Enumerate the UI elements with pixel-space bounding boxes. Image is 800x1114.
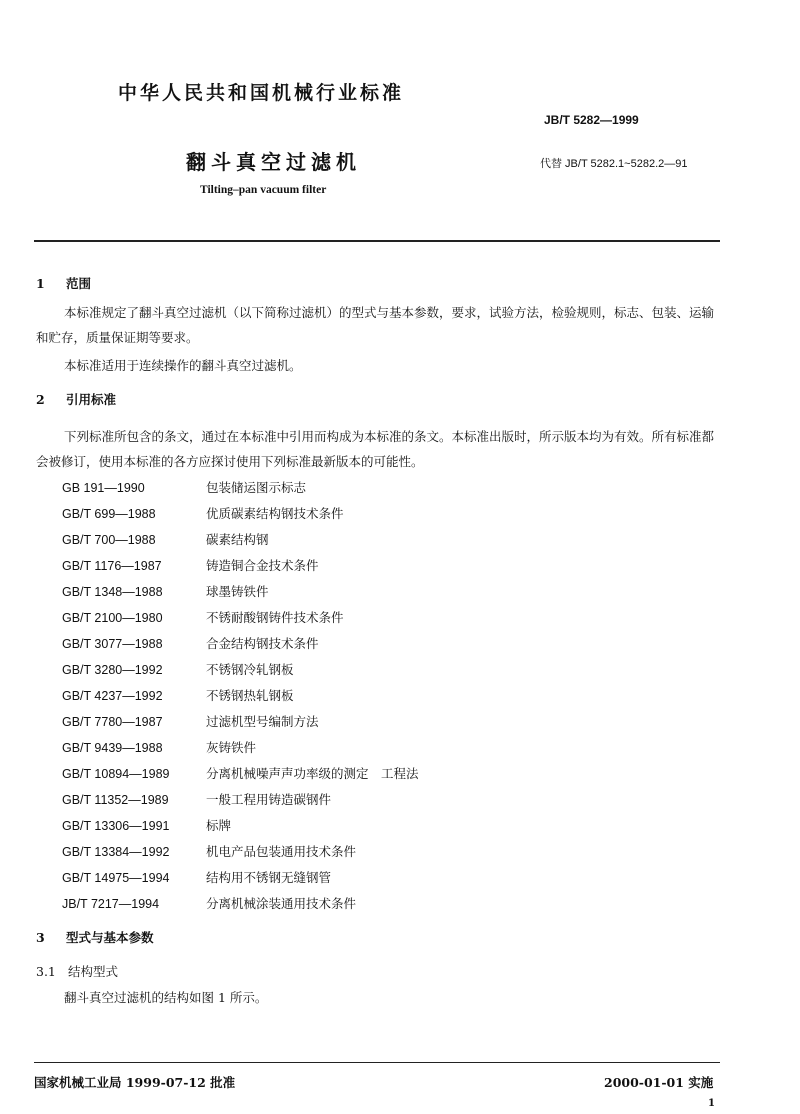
section-1-heading xyxy=(36,274,91,292)
reference-row xyxy=(62,478,306,496)
replaces-note: 代替 JB/T 5282.1~5282.2—91 xyxy=(540,158,688,170)
section-title: 型式与基本参数 xyxy=(66,930,154,945)
section-1-paragraph-1: 本标准规定了翻斗真空过滤机（以下简称过滤机）的型式与基本参数，要求，试验方法，检验规则，标志、包装、运输和贮存，质量保证期等要求。 xyxy=(36,305,715,345)
reference-code: GB/T 1348—1988 xyxy=(62,585,163,599)
reference-code: GB/T 4237—1992 xyxy=(62,689,163,703)
reference-row xyxy=(62,504,344,522)
reference-title: 不锈钢冷轧钢板 xyxy=(206,662,294,677)
approval-info: 国家机械工业局 1999-07-12 批准 xyxy=(34,1075,236,1090)
reference-title: 碳素结构钢 xyxy=(206,532,269,547)
reference-title: 铸造铜合金技术条件 xyxy=(206,558,319,573)
document-title-cn: 翻斗真空过滤机 xyxy=(186,150,361,174)
reference-title: 过滤机型号编制方法 xyxy=(206,714,319,729)
reference-code: GB/T 700—1988 xyxy=(62,533,156,547)
reference-code: GB/T 2100—1980 xyxy=(62,611,163,625)
reference-title: 合金结构钢技术条件 xyxy=(206,636,319,651)
reference-code: GB/T 14975—1994 xyxy=(62,871,170,885)
reference-code: GB/T 13384—1992 xyxy=(62,845,170,859)
footer-divider xyxy=(34,1062,720,1063)
reference-row xyxy=(62,608,344,626)
reference-code: GB/T 1176—1987 xyxy=(62,559,162,573)
section-number: 1 xyxy=(36,276,45,291)
reference-code: GB/T 7780—1987 xyxy=(62,715,163,729)
reference-row xyxy=(62,868,331,886)
reference-code: GB/T 10894—1989 xyxy=(62,767,170,781)
standard-code: JB/T 5282—1999 xyxy=(544,113,639,127)
reference-code: JB/T 7217—1994 xyxy=(62,897,160,911)
reference-title: 标牌 xyxy=(206,818,232,833)
reference-title: 球墨铸铁件 xyxy=(206,584,269,599)
reference-row xyxy=(62,634,319,652)
reference-row xyxy=(62,660,294,678)
reference-title: 机电产品包装通用技术条件 xyxy=(206,844,357,859)
reference-title: 一般工程用铸造碳钢件 xyxy=(206,792,332,807)
reference-title: 分离机械涂装通用技术条件 xyxy=(206,896,357,911)
reference-row xyxy=(62,582,269,600)
reference-title: 分离机械噪声声功率级的测定 工程法 xyxy=(206,766,419,781)
reference-code: GB 191—1990 xyxy=(62,481,145,495)
reference-code: GB/T 9439—1988 xyxy=(62,741,163,755)
subsection-3-1-heading xyxy=(36,962,118,980)
section-2-heading xyxy=(36,390,116,408)
reference-title: 优质碳素结构钢技术条件 xyxy=(206,506,344,521)
section-2-paragraph: 下列标准所包含的条文，通过在本标准中引用而构成为本标准的条文。本标准出版时，所示版本均为有效。所有标准都会被修订，使用本标准的各方应探讨使用下列标准最新版本的可能性。 xyxy=(36,429,715,469)
page-number: 1 xyxy=(708,1098,715,1109)
reference-title: 灰铸铁件 xyxy=(206,740,257,755)
reference-code: GB/T 13306—1991 xyxy=(62,819,170,833)
reference-title: 包装储运图示标志 xyxy=(206,480,307,495)
reference-row xyxy=(62,764,419,782)
reference-row xyxy=(62,556,319,574)
subsection-3-1-paragraph: 翻斗真空过滤机的结构如图 1 所示。 xyxy=(64,990,268,1005)
reference-row xyxy=(62,816,231,834)
header-divider xyxy=(34,240,720,242)
section-1-paragraph-2: 本标准适用于连续操作的翻斗真空过滤机。 xyxy=(64,358,302,373)
subsection-number: 3.1 xyxy=(36,964,56,979)
section-title: 范围 xyxy=(66,276,92,291)
reference-code: GB/T 11352—1989 xyxy=(62,793,169,807)
reference-code: GB/T 699—1988 xyxy=(62,507,156,521)
reference-row xyxy=(62,790,331,808)
reference-row xyxy=(62,530,269,548)
section-3-heading xyxy=(36,928,154,946)
reference-row xyxy=(62,686,294,704)
reference-row xyxy=(62,712,319,730)
reference-code: GB/T 3077—1988 xyxy=(62,637,163,651)
reference-row xyxy=(62,738,256,756)
reference-row xyxy=(62,894,356,912)
effective-date: 2000-01-01 实施 xyxy=(604,1075,714,1090)
reference-title: 结构用不锈钢无缝钢管 xyxy=(206,870,332,885)
subsection-title: 结构型式 xyxy=(68,964,119,979)
reference-code: GB/T 3280—1992 xyxy=(62,663,163,677)
reference-title: 不锈耐酸钢铸件技术条件 xyxy=(206,610,344,625)
section-number: 3 xyxy=(36,930,45,945)
document-title-en: Tilting–pan vacuum filter xyxy=(200,184,327,196)
reference-title: 不锈钢热轧钢板 xyxy=(206,688,294,703)
section-number: 2 xyxy=(36,392,45,407)
section-title: 引用标准 xyxy=(66,392,117,407)
issuing-organization: 中华人民共和国机械行业标准 xyxy=(118,82,405,104)
reference-row xyxy=(62,842,356,860)
